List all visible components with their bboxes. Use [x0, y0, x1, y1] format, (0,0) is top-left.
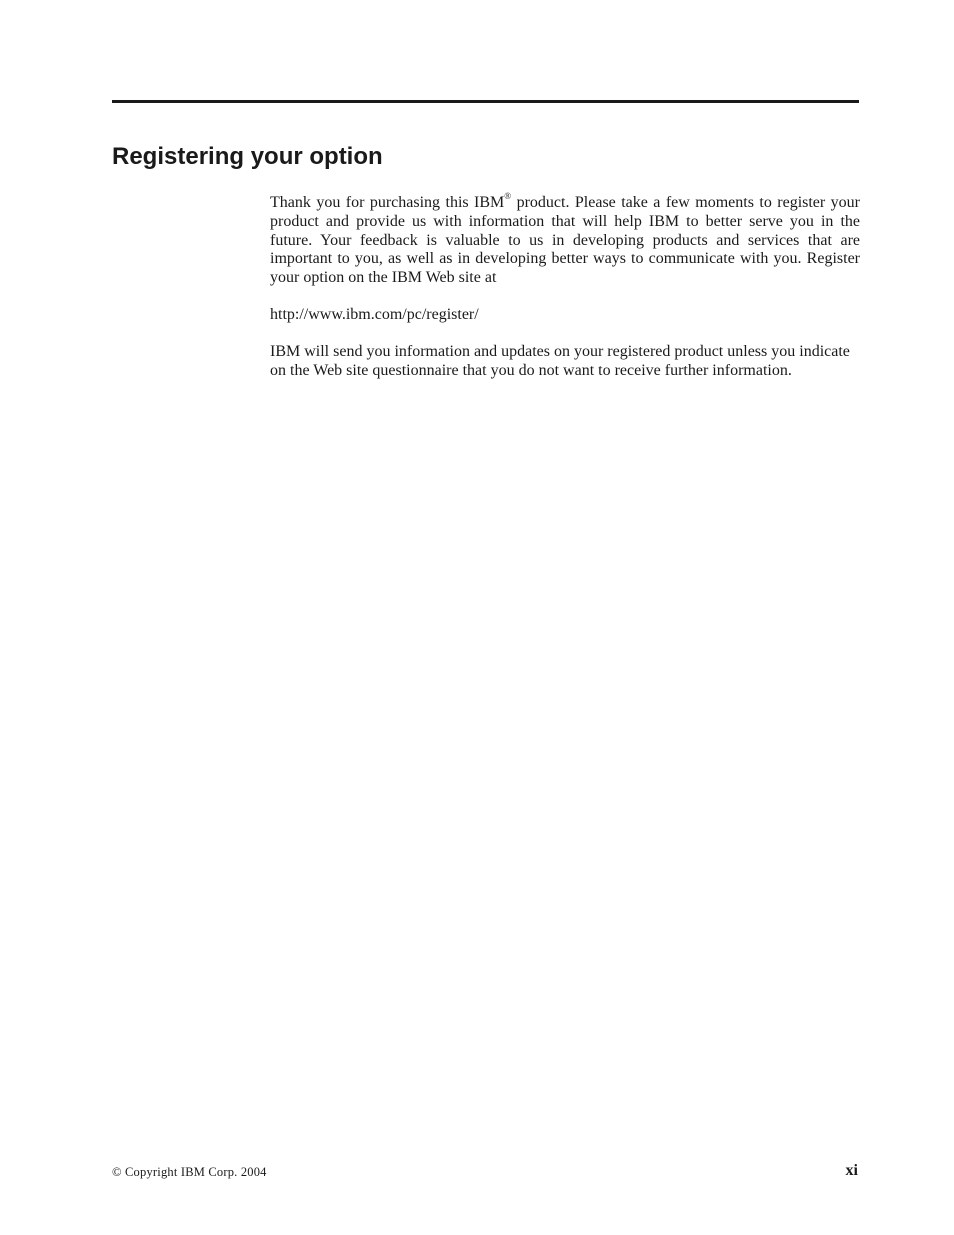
- body-text: [270, 190, 861, 398]
- registered-mark: ®: [504, 190, 512, 201]
- url-paragraph: [270, 306, 860, 325]
- copyright-footer: © Copyright IBM Corp. 2004: [112, 1165, 267, 1179]
- notice-paragraph: IBM will send you information and updates on your registered product unless you indicate on the Web site questionnaire that you do not want to receive further information.: [270, 342, 850, 379]
- intro-text-end: product. Please take a few moments to register your product and provide us with information that will help IBM to better serve you in the future. Your feedback is valuable to us in developing products and services that are important to you, as well as in developing better ways to communicate with you. Register your option on the IBM Web site at: [270, 194, 861, 287]
- register-url-link[interactable]: http://www.ibm.com/pc/register/: [270, 305, 479, 323]
- top-rule: [112, 100, 859, 103]
- intro-paragraph: [270, 190, 861, 288]
- section-title: Registering your option: [112, 143, 383, 170]
- intro-text-start: Thank you for purchasing this IBM: [270, 194, 505, 211]
- page-number: xi: [845, 1162, 858, 1179]
